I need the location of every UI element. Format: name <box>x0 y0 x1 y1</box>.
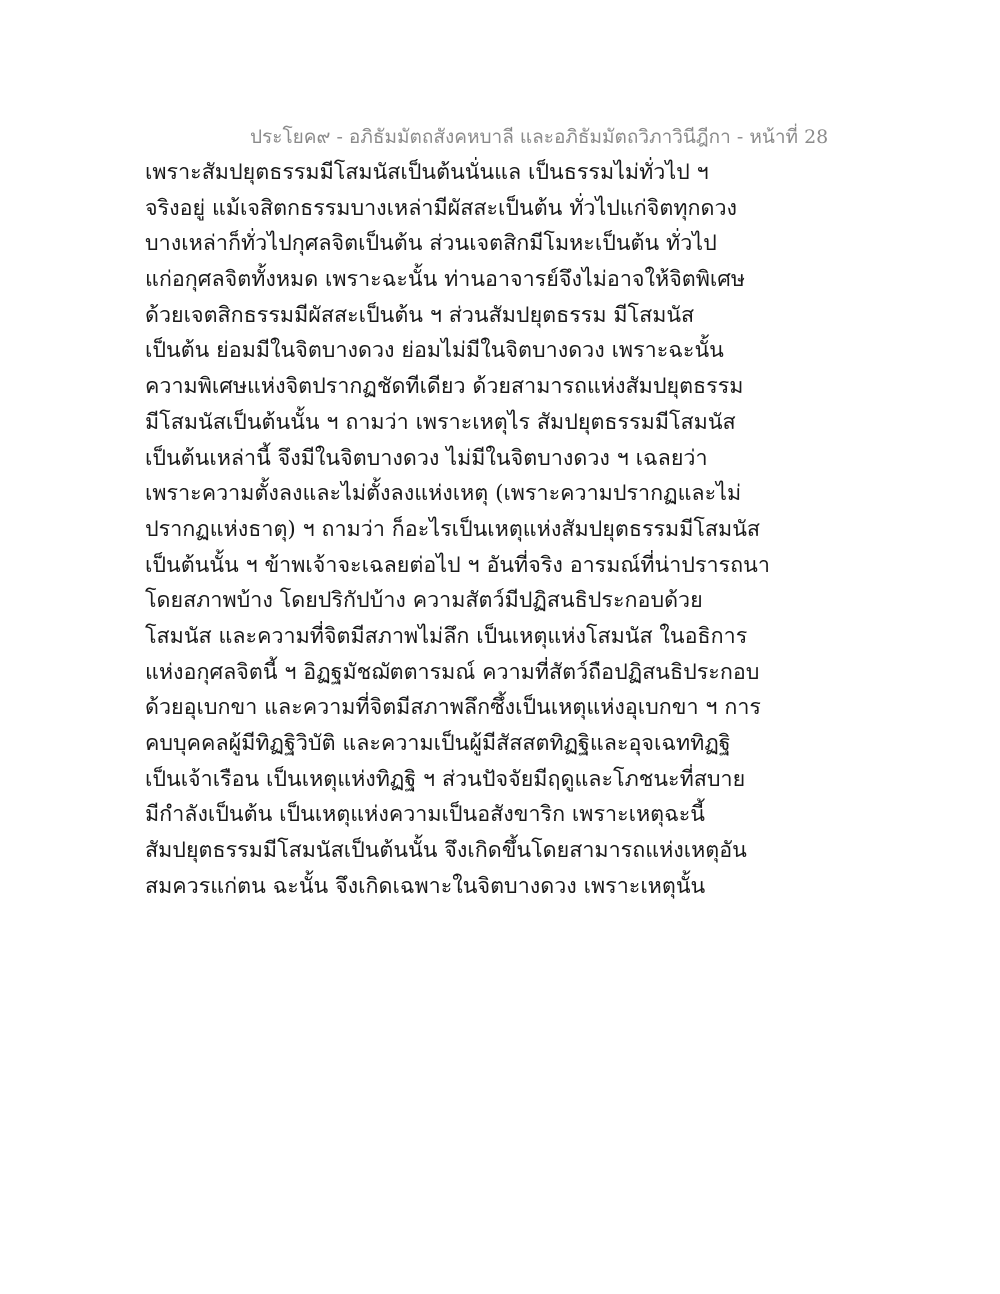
body-text <box>145 155 865 904</box>
running-header: ประโยค๙ - อภิธัมมัตถสังคหบาลี และอภิธัมมัตถวิภาวินีฎีกา - หน้าที่ 28 <box>250 126 829 148</box>
text-line: แห่งอกุศลจิตนี้ ฯ อิฏฐมัชฌัตตารมณ์ ความที่สัตว์ถือปฏิสนธิประกอบ <box>145 659 760 685</box>
text-line: มีโสมนัสเป็นต้นนั้น ฯ ถามว่า เพราะเหตุไร สัมปยุตธรรมมีโสมนัส <box>145 409 736 435</box>
text-line: ปรากฏแห่งธาตุ) ฯ ถามว่า ก็อะไรเป็นเหตุแห่งสัมปยุตธรรมมีโสมนัส <box>145 516 761 542</box>
text-line: สัมปยุตธรรมมีโสมนัสเป็นต้นนั้น จึงเกิดขึ้นโดยสามารถแห่งเหตุอัน <box>145 838 747 864</box>
text-line: เป็นต้น ย่อมมีในจิตบางดวง ย่อมไม่มีในจิตบางดวง เพราะฉะนั้น <box>145 338 724 364</box>
text-line: จริงอยู่ แม้เจสิตกธรรมบางเหล่ามีผัสสะเป็นต้น ทั่วไปแก่จิตทุกดวง <box>145 195 738 221</box>
text-line: ด้วยอุเบกขา และความที่จิตมีสภาพลึกซึ้งเป็นเหตุแห่งอุเบกขา ฯ การ <box>145 695 761 721</box>
text-line: โดยสภาพบ้าง โดยปริกัปบ้าง ความสัตว์มีปฏิสนธิประกอบด้วย <box>145 588 703 614</box>
text-line: มีกำลังเป็นต้น เป็นเหตุแห่งความเป็นอสังขาริก เพราะเหตุฉะนี้ <box>145 802 705 828</box>
text-line: บางเหล่าก็ทั่วไปกุศลจิตเป็นต้น ส่วนเจตสิกมีโมหะเป็นต้น ทั่วไป <box>145 231 717 257</box>
text-line: สมควรแก่ตน ฉะนั้น จึงเกิดเฉพาะในจิตบางดวง เพราะเหตุนั้น <box>145 873 706 899</box>
text-line: เป็นต้นเหล่านี้ จึงมีในจิตบางดวง ไม่มีในจิตบางดวง ฯ เฉลยว่า <box>145 445 708 471</box>
text-line: แก่อกุศลจิตทั้งหมด เพราะฉะนั้น ท่านอาจารย์จึงไม่อาจให้จิตพิเศษ <box>145 267 746 293</box>
text-line: ด้วยเจตสิกธรรมมีผัสสะเป็นต้น ฯ ส่วนสัมปยุตธรรม มีโสมนัส <box>145 302 695 328</box>
text-line: โสมนัส และความที่จิตมีสภาพไม่ลึก เป็นเหตุแห่งโสมนัส ในอธิการ <box>145 623 748 649</box>
text-line: เพราะสัมปยุตธรรมมีโสมนัสเป็นต้นนั่นแล เป็นธรรมไม่ทั่วไป ฯ <box>145 160 709 185</box>
text-line: ความพิเศษแห่งจิตปรากฏชัดทีเดียว ด้วยสามารถแห่งสัมปยุตธรรม <box>145 374 744 400</box>
text-line: เพราะความตั้งลงและไม่ตั้งลงแห่งเหตุ (เพราะความปรากฏและไม่ <box>145 481 742 507</box>
text-line: คบบุคคลผู้มีทิฏฐิวิบัติ และความเป็นผู้มีสัสสตทิฏฐิและอุจเฉททิฏฐิ <box>145 731 731 756</box>
text-line: เป็นต้นนั้น ฯ ข้าพเจ้าจะเฉลยต่อไป ฯ อันที่จริง อารมณ์ที่น่าปรารถนา <box>145 552 770 578</box>
text-line: เป็นเจ้าเรือน เป็นเหตุแห่งทิฏฐิ ฯ ส่วนปัจจัยมีฤดูและโภชนะที่สบาย <box>145 766 746 792</box>
